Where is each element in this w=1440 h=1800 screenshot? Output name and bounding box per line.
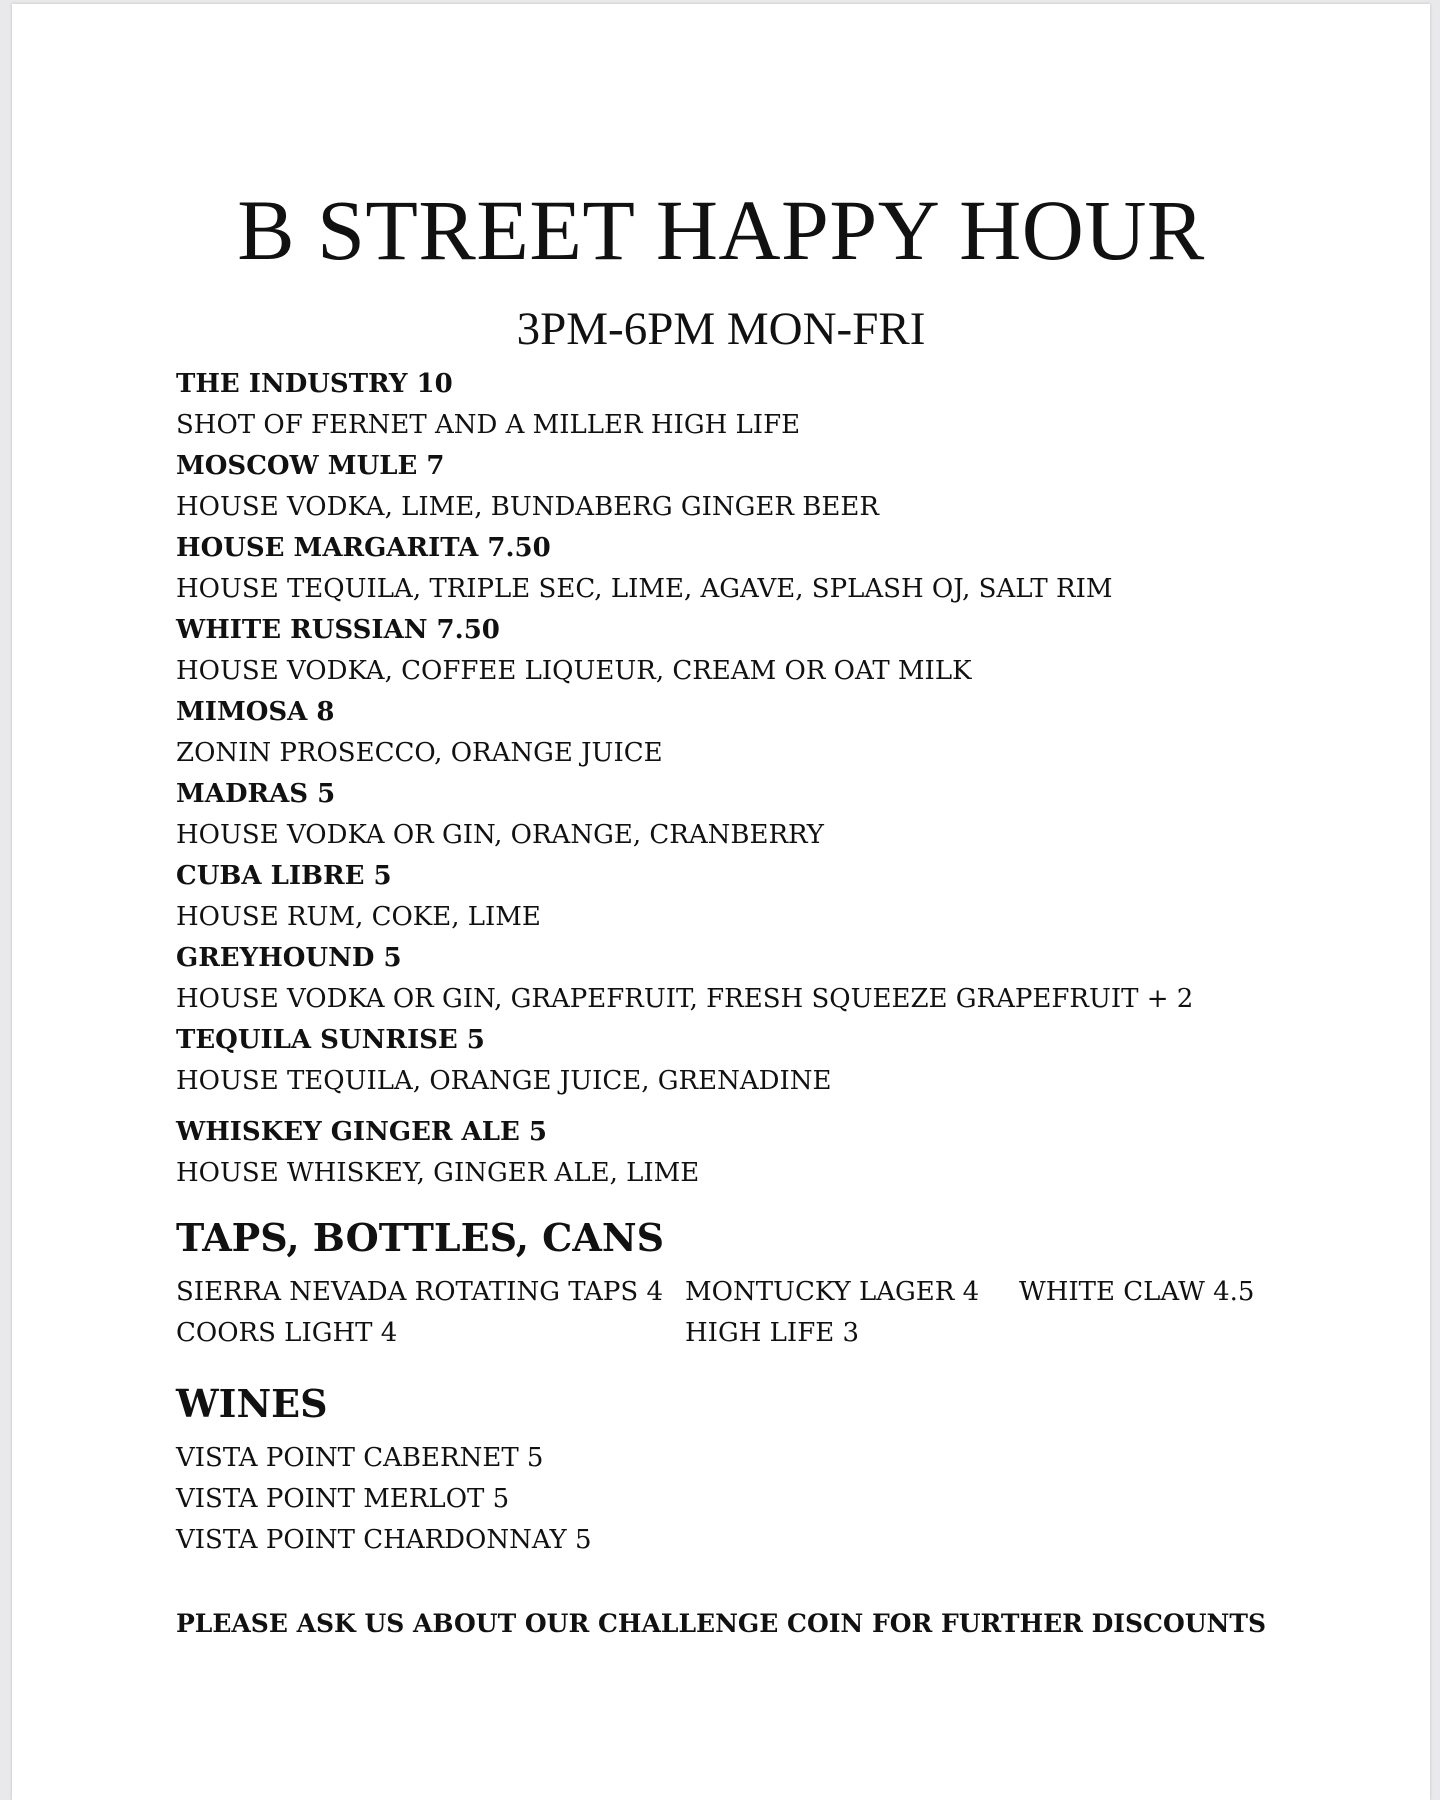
cocktail-name: MADRAS 5 [176,779,336,809]
cocktail-description: HOUSE VODKA, COFFEE LIQUEUR, CREAM OR OAT MILK [176,656,972,686]
cocktail-name: MOSCOW MULE 7 [176,451,445,481]
happy-hour-times: 3PM-6PM MON-FRI [516,303,926,355]
cocktail-description: HOUSE RUM, COKE, LIME [176,902,541,932]
cocktail-description: HOUSE TEQUILA, ORANGE JUICE, GRENADINE [176,1066,832,1096]
menu-page [12,4,1430,1800]
cocktail-description: HOUSE TEQUILA, TRIPLE SEC, LIME, AGAVE, SPLASH OJ, SALT RIM [176,574,1113,604]
cocktail-description: HOUSE WHISKEY, GINGER ALE, LIME [176,1158,700,1188]
cocktail-description: HOUSE VODKA, LIME, BUNDABERG GINGER BEER [176,492,879,522]
beer-item: SIERRA NEVADA ROTATING TAPS 4 [176,1277,664,1307]
cocktail-list [176,364,1193,1194]
cocktail-description: HOUSE VODKA OR GIN, ORANGE, CRANBERRY [176,820,824,850]
wine-item: VISTA POINT CHARDONNAY 5 [176,1525,592,1555]
beer-item: MONTUCKY LAGER 4 [685,1277,980,1307]
beer-section-heading: TAPS, BOTTLES, CANS [176,1215,665,1260]
cocktail-name: WHISKEY GINGER ALE 5 [176,1117,547,1147]
cocktail-name: MIMOSA 8 [176,697,335,727]
cocktail-name: HOUSE MARGARITA 7.50 [176,533,551,563]
cocktail-description: HOUSE VODKA OR GIN, GRAPEFRUIT, FRESH SQUEEZE GRAPEFRUIT + 2 [176,984,1194,1014]
page-title: B STREET HAPPY HOUR [237,182,1205,278]
beer-item: WHITE CLAW 4.5 [1019,1277,1255,1307]
wine-item: VISTA POINT CABERNET 5 [176,1443,544,1473]
cocktail-name: THE INDUSTRY 10 [176,369,453,399]
cocktail-name: TEQUILA SUNRISE 5 [176,1025,485,1055]
wines-section-heading: WINES [176,1381,328,1426]
cocktail-description: SHOT OF FERNET AND A MILLER HIGH LIFE [176,410,801,440]
wine-item: VISTA POINT MERLOT 5 [176,1484,510,1514]
challenge-coin-note: PLEASE ASK US ABOUT OUR CHALLENGE COIN FOR FURTHER DISCOUNTS [175,1609,1267,1638]
cocktail-name: CUBA LIBRE 5 [176,861,392,891]
beer-item: HIGH LIFE 3 [685,1318,860,1348]
cocktail-description: ZONIN PROSECCO, ORANGE JUICE [176,738,663,768]
cocktail-name: GREYHOUND 5 [176,943,402,973]
beer-item: COORS LIGHT 4 [176,1318,398,1348]
cocktail-name: WHITE RUSSIAN 7.50 [176,615,500,645]
